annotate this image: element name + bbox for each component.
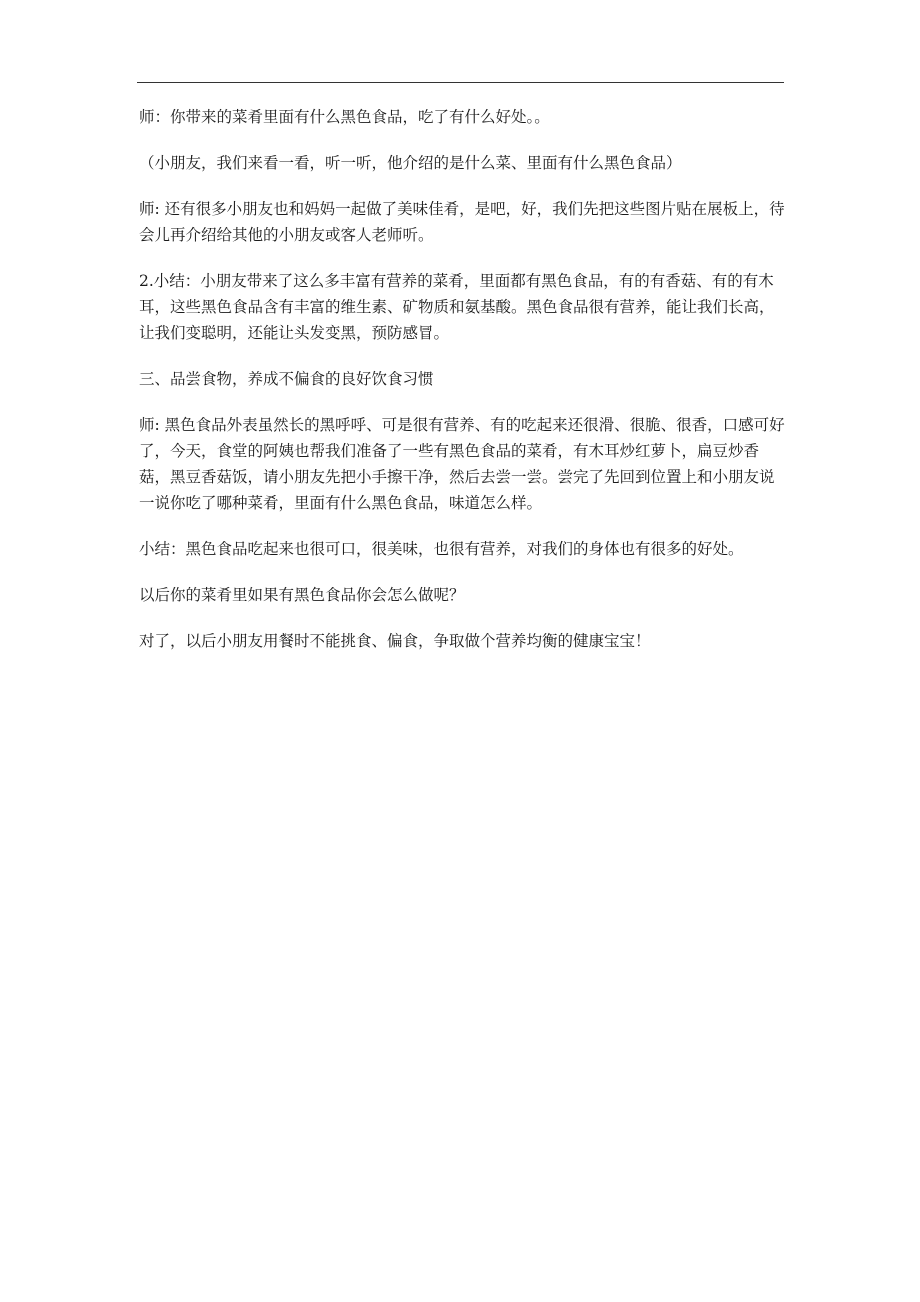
paragraph-summary-2: 2.小结：小朋友带来了这么多丰富有营养的菜肴，里面都有黑色食品，有的有香菇、有的有木耳，这些黑色食品含有丰富的维生素、矿物质和氨基酸。黑色食品很有营养，能让我们长高，让我们变聪明，还能让头发变黑，预防感冒。 bbox=[139, 272, 775, 342]
paragraph-teacher-display: 师: 还有很多小朋友也和妈妈一起做了美味佳肴，是吧，好，我们先把这些图片贴在展板上，待会儿再介绍给其他的小朋友或客人老师听。 bbox=[139, 200, 785, 244]
paragraph-summary-taste: 小结：黑色食品吃起来也很可口，很美味，也很有营养，对我们的身体也有很多的好处。 bbox=[139, 540, 744, 558]
paragraph-teacher-tasting: 师: 黑色食品外表虽然长的黑呼呼、可是很有营养、有的吃起来还很滑、很脆、很香，口感可好了，今天，食堂的阿姨也帮我们准备了一些有黑色食品的菜肴，有木耳炒红萝卜，扁豆炒香菇，黑豆香菇饭，请小朋友先把小手擦干净，然后去尝一尝。尝完了先回到位置上和小朋友说一说你吃了哪种菜肴，里面有什么黑色食品，味道怎么样。 bbox=[139, 416, 785, 512]
paragraph-conclusion: 对了，以后小朋友用餐时不能挑食、偏食，争取做个营养均衡的健康宝宝！ bbox=[139, 632, 651, 650]
section-heading-tasting: 三、品尝食物，养成不偏食的良好饮食习惯 bbox=[139, 370, 434, 388]
document-body bbox=[139, 104, 789, 674]
paragraph-teacher-question: 师：你带来的菜肴里面有什么黑色食品，吃了有什么好处。。 bbox=[139, 108, 550, 126]
paragraph-children-intro: （小朋友，我们来看一看，听一听，他介绍的是什么菜、里面有什么黑色食品） bbox=[139, 154, 682, 172]
paragraph-question-future: 以后你的菜肴里如果有黑色食品你会怎么做呢？ bbox=[139, 586, 465, 604]
header-rule bbox=[137, 82, 784, 83]
